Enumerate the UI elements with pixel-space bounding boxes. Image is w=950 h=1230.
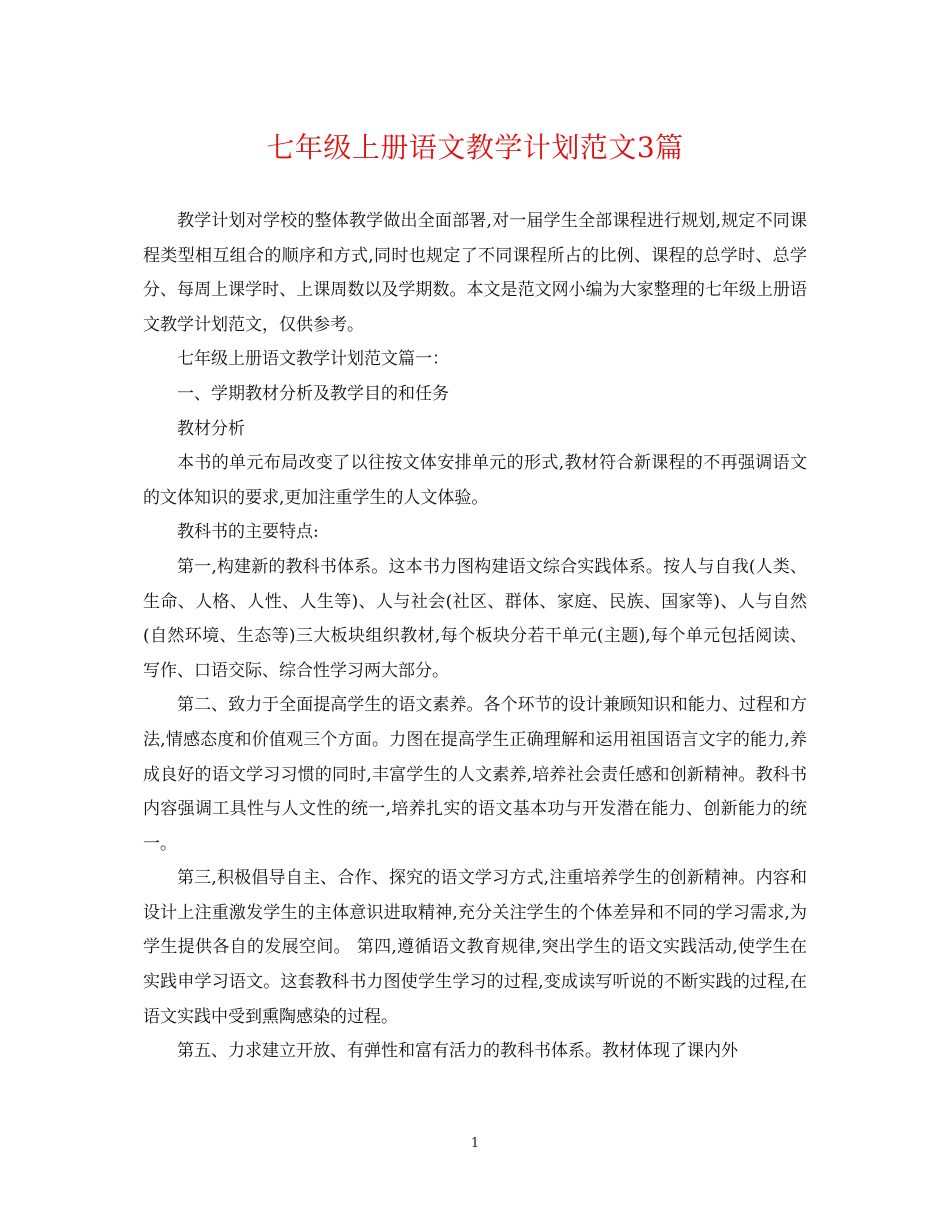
section-heading-analysis: 一、学期教材分析及教学目的和任务: [177, 383, 449, 404]
intro-paragraph: 教学计划对学校的整体教学做出全面部署,对一届学生全部课程进行规划,规定不同课程类型相互组合的顺序和方式,同时也规定了不同课程所占的比例、课程的总学时、总学分、每周上课学时、上课周数以及学期数。本文是范文网小编为大家整理的七年级上册语文教学计划范文，仅供参考。: [143, 211, 807, 335]
page-number: 1: [470, 1136, 480, 1151]
section-heading-part-one: 七年级上册语文教学计划范文篇一：: [177, 349, 449, 370]
document-title: 七年级上册语文教学计划范文3篇: [266, 131, 684, 164]
subheading-main-features: 教科书的主要特点:: [177, 522, 319, 543]
subheading-textbook-analysis: 教材分析: [177, 418, 245, 439]
paragraph-feature-one: 第一,构建新的教科书体系。这本书力图构建语文综合实践体系。按人与自我(人类、生命、人格、人性、人生等)、人与社会(社区、群体、家庭、民族、国家等)、人与自然(自然环境、生态等)三大板块组织教材,每个板块分若干单元(主题),每个单元包括阅读、写作、口语交际、综合性学习两大部分。: [143, 556, 807, 681]
paragraph-feature-five: 第五、力求建立开放、有弹性和富有活力的教科书体系。教材体现了课内外: [177, 1041, 738, 1062]
paragraph-feature-three-four: 第三,积极倡导自主、合作、探究的语文学习方式,注重培养学生的创新精神。内容和设计上注重激发学生的主体意识进取精神,充分关注学生的个体差异和不同的学习需求,为学生提供各自的发展空间。 第四,遵循语文教育规律,突出学生的语文实践活动,使学生在实践申学习语文。这套教科书力图使学生学习的过程,变成读写听说的不断实践的过程,在语文实践中受到熏陶感染的过程。: [143, 868, 807, 1027]
paragraph-unit-layout: 本书的单元布局改变了以往按文体安排单元的形式,教材符合新课程的不再强调语文的文体知识的要求,更加注重学生的人文体验。: [143, 453, 807, 508]
paragraph-feature-two: 第二、致力于全面提高学生的语文素养。各个环节的设计兼顾知识和能力、过程和方法,情感态度和价值观三个方面。力图在提高学生正确理解和运用祖国语言文字的能力,养成良好的语文学习习惯的同时,丰富学生的人文素养,培养社会责任感和创新精神。教科书内容强调工具性与人文性的统一,培养扎实的语文基本功与开发潜在能力、创新能力的统一。: [143, 695, 807, 854]
document-body: [143, 204, 807, 1069]
